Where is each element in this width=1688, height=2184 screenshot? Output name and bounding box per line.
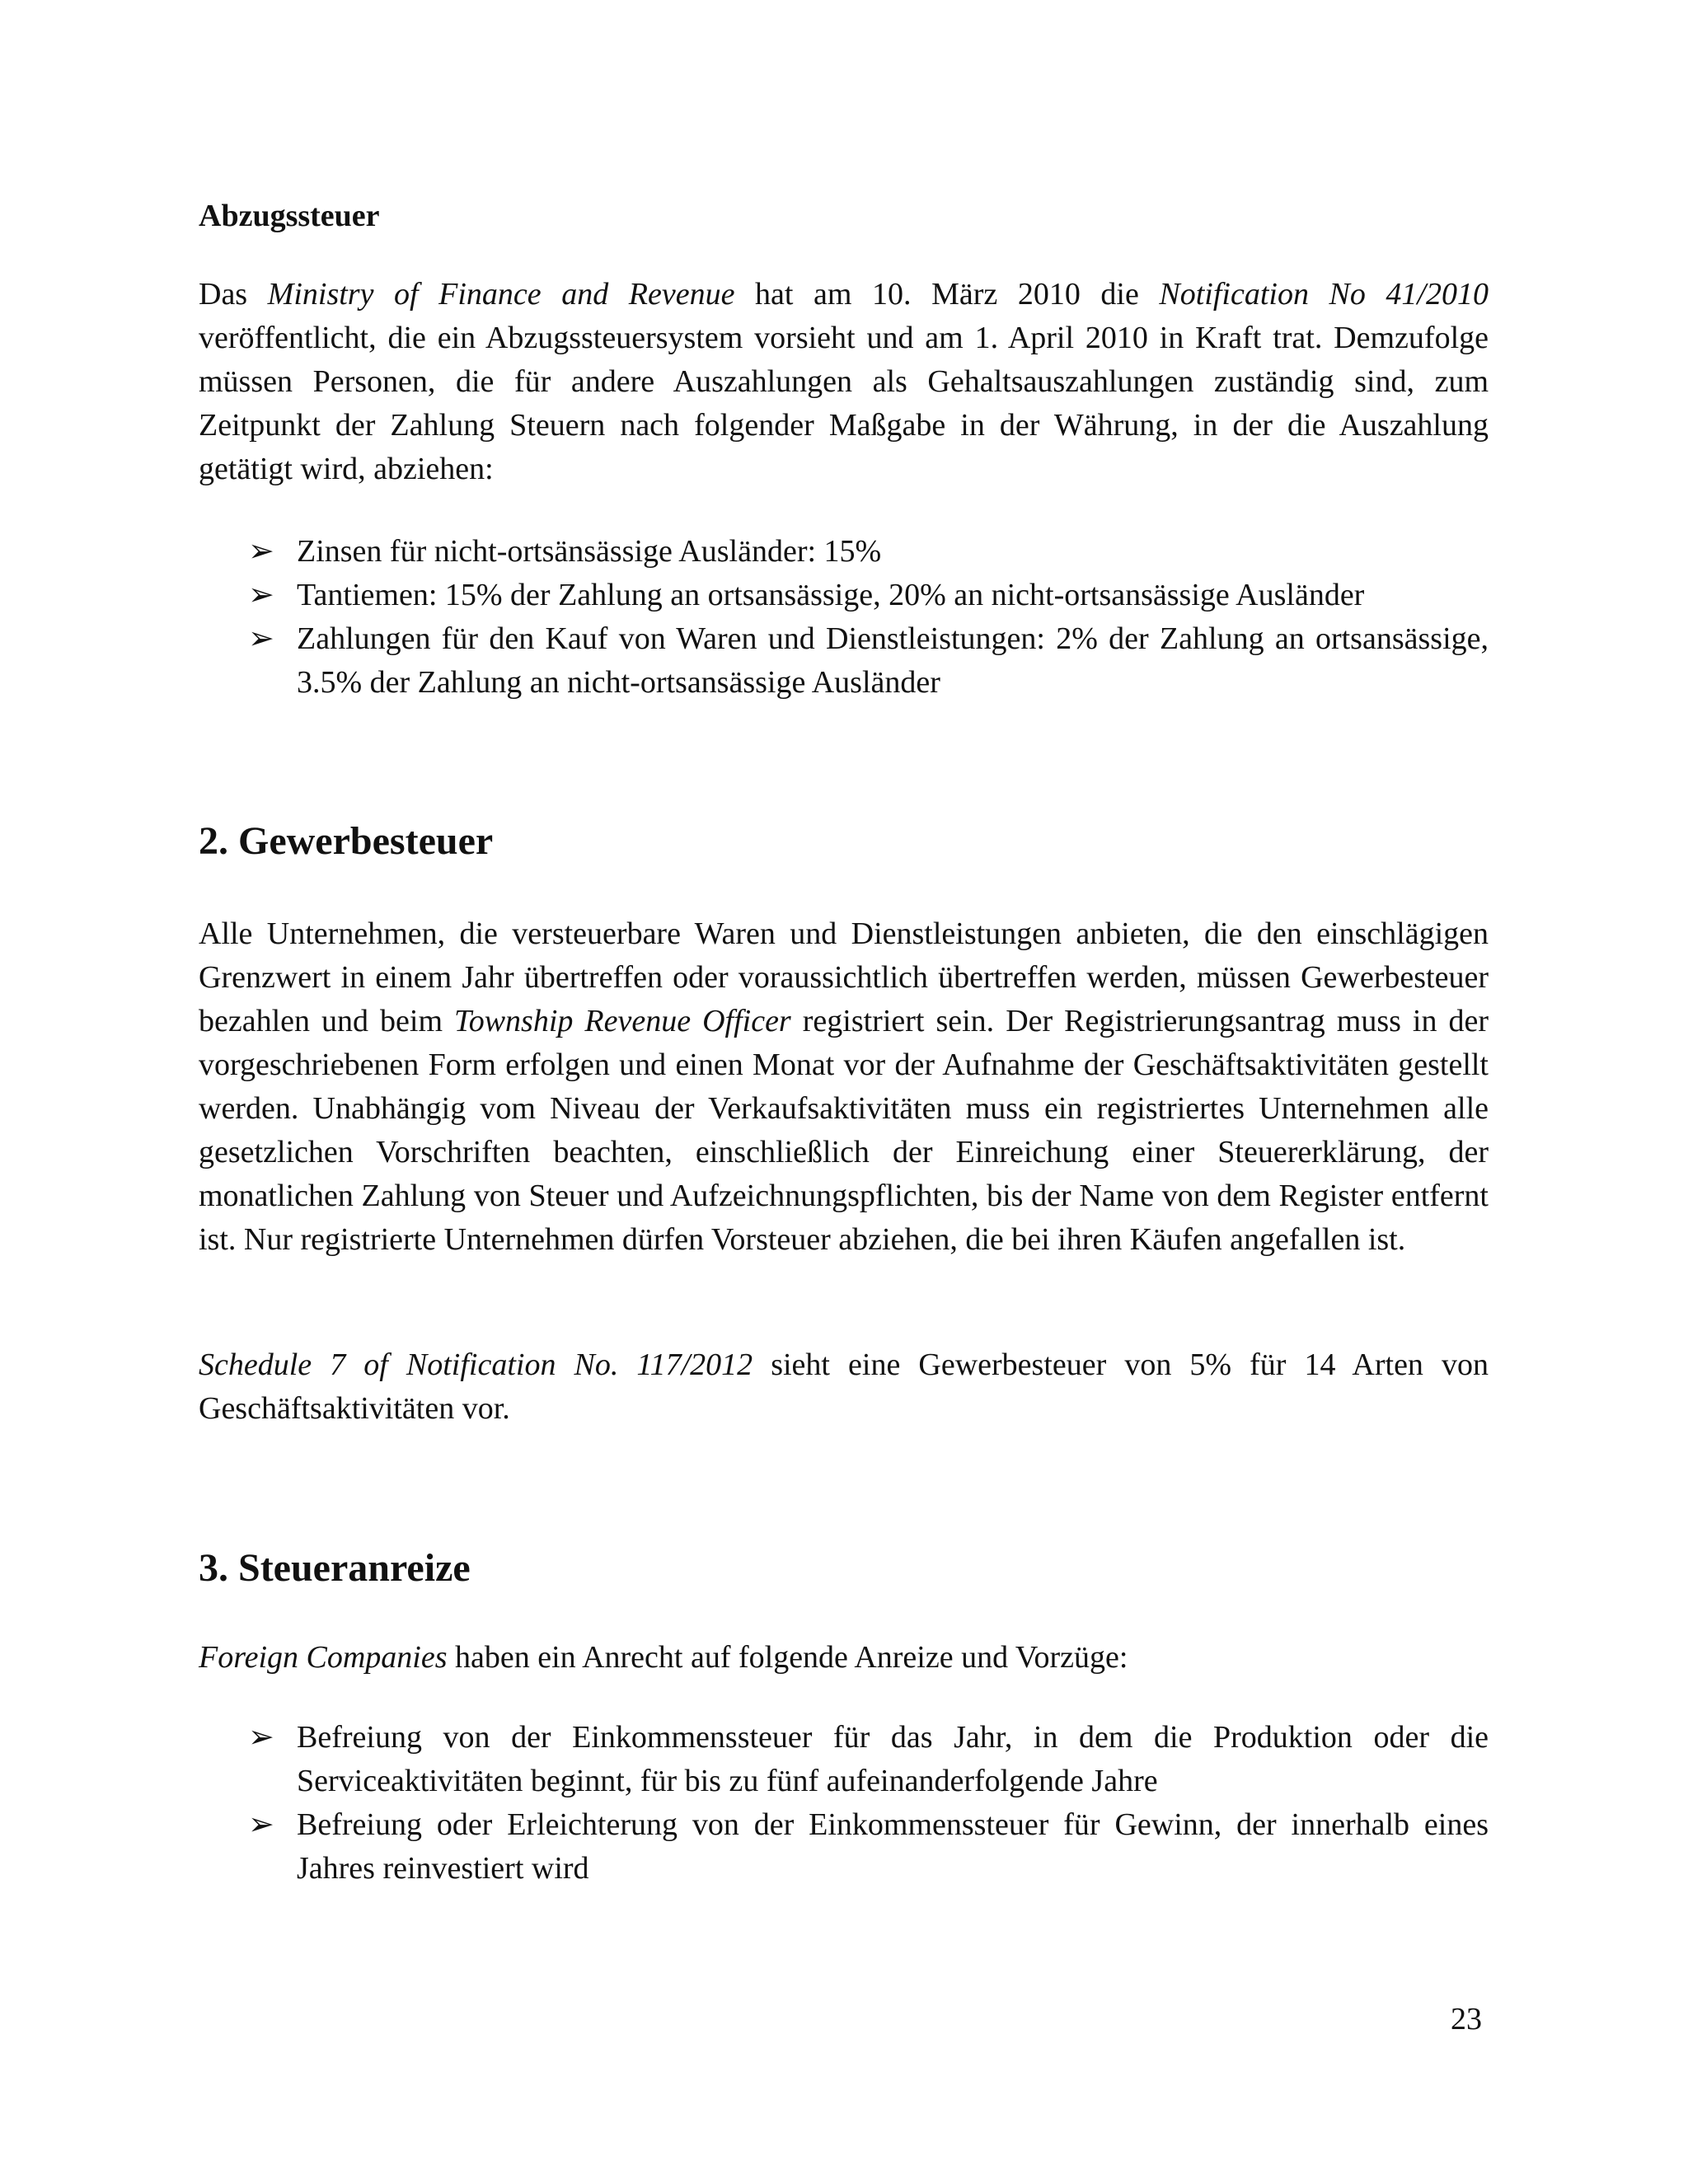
withholding-rate-list: [199, 530, 1489, 705]
list-item: [199, 617, 1489, 705]
text-run-italic: Notification No 41/2010: [1159, 277, 1489, 312]
list-item: [199, 1803, 1489, 1891]
text-run-italic: Township Revenue Officer: [454, 1004, 791, 1038]
section-title-trade-tax: 2. Gewerbesteuer: [199, 819, 494, 863]
arrow-bullet-icon: ➢: [248, 1807, 274, 1842]
list-item-text: Befreiung oder Erleichterung von der Einkommenssteuer für Gewinn, der innerhalb eines Jahres reinvestiert wird: [297, 1807, 1489, 1886]
text-run: Alle Unternehmen, die versteuerbare Waren und Dienstleistungen anbieten, die den einschlägigen Grenzwert in einem Jahr übertreffen oder voraussichtlich übertreffen werden, müssen Gewerbesteuer bezahlen und beim: [199, 916, 1489, 1038]
arrow-bullet-icon: ➢: [248, 534, 274, 569]
text-run-italic: Foreign Companies: [199, 1640, 448, 1675]
arrow-bullet-icon: ➢: [248, 621, 274, 656]
text-run-italic: Schedule 7 of Notification No. 117/2012: [199, 1347, 753, 1382]
text-run-italic: Ministry of Finance and Revenue: [267, 277, 735, 312]
text-run: hat am 10. März 2010 die: [734, 277, 1160, 312]
text-run: veröffentlicht, die ein Abzugssteuersystem vorsieht und am 1. April 2010 in Kraft trat. Demzufolge müssen Personen, die für andere Auszahlungen als Gehaltsauszahlungen zuständig sind, zum Zeitpunkt der Zahlung Steuern nach folgender Maßgabe in der Währung, in der die Auszahlung getätigt wird, abziehen:: [199, 321, 1489, 486]
paragraph-trade-tax: [199, 912, 1489, 1262]
incentives-list: [199, 1716, 1489, 1891]
section-title-tax-incentives: 3. Steueranreize: [199, 1546, 471, 1590]
list-item-text: Befreiung von der Einkommenssteuer für das Jahr, in dem die Produktion oder die Serviceaktivitäten beginnt, für bis zu fünf aufeinanderfolgende Jahre: [297, 1720, 1489, 1798]
subheading-withholding-tax: Abzugssteuer: [199, 199, 380, 233]
text-run: Das: [199, 277, 268, 312]
list-item-text: Tantiemen: 15% der Zahlung an ortsansässige, 20% an nicht-ortsansässige Ausländer: [297, 578, 1365, 612]
text-run: registriert sein. Der Registrierungsantrag muss in der vorgeschriebenen Form erfolgen und einen Monat vor der Aufnahme der Geschäftsaktivitäten gestellt werden. Unabhängig vom Niveau der Verkaufsaktivitäten muss ein registriertes Unternehmen alle gesetzlichen Vorschriften beachten, einschließlich der Einreichung einer Steuererklärung, der monatlichen Zahlung von Steuer und Aufzeichnungspflichten, bis der Name von dem Register entfernt ist. Nur registrierte Unternehmen dürfen Vorsteuer abziehen, die bei ihren Käufen angefallen ist.: [199, 1004, 1489, 1257]
page-number: 23: [1451, 2002, 1482, 2036]
text-run: sieht eine Gewerbesteuer von 5% für 14 Arten von Geschäftsaktivitäten vor.: [199, 1347, 1489, 1426]
list-item-text: Zinsen für nicht-ortsänsässige Ausländer: 15%: [297, 534, 882, 569]
paragraph-incentives-intro: [199, 1636, 1489, 1680]
text-run: haben ein Anrecht auf folgende Anreize und Vorzüge:: [447, 1640, 1128, 1675]
paragraph-withholding-intro: [199, 273, 1489, 491]
list-item: [199, 1716, 1489, 1803]
list-item: [199, 574, 1489, 617]
list-item-text: Zahlungen für den Kauf von Waren und Dienstleistungen: 2% der Zahlung an ortsansässige, 3.5% der Zahlung an nicht-ortsansässige Ausländer: [297, 621, 1489, 700]
list-item: [199, 530, 1489, 574]
arrow-bullet-icon: ➢: [248, 578, 274, 612]
arrow-bullet-icon: ➢: [248, 1720, 274, 1755]
paragraph-trade-tax-schedule: [199, 1343, 1489, 1431]
